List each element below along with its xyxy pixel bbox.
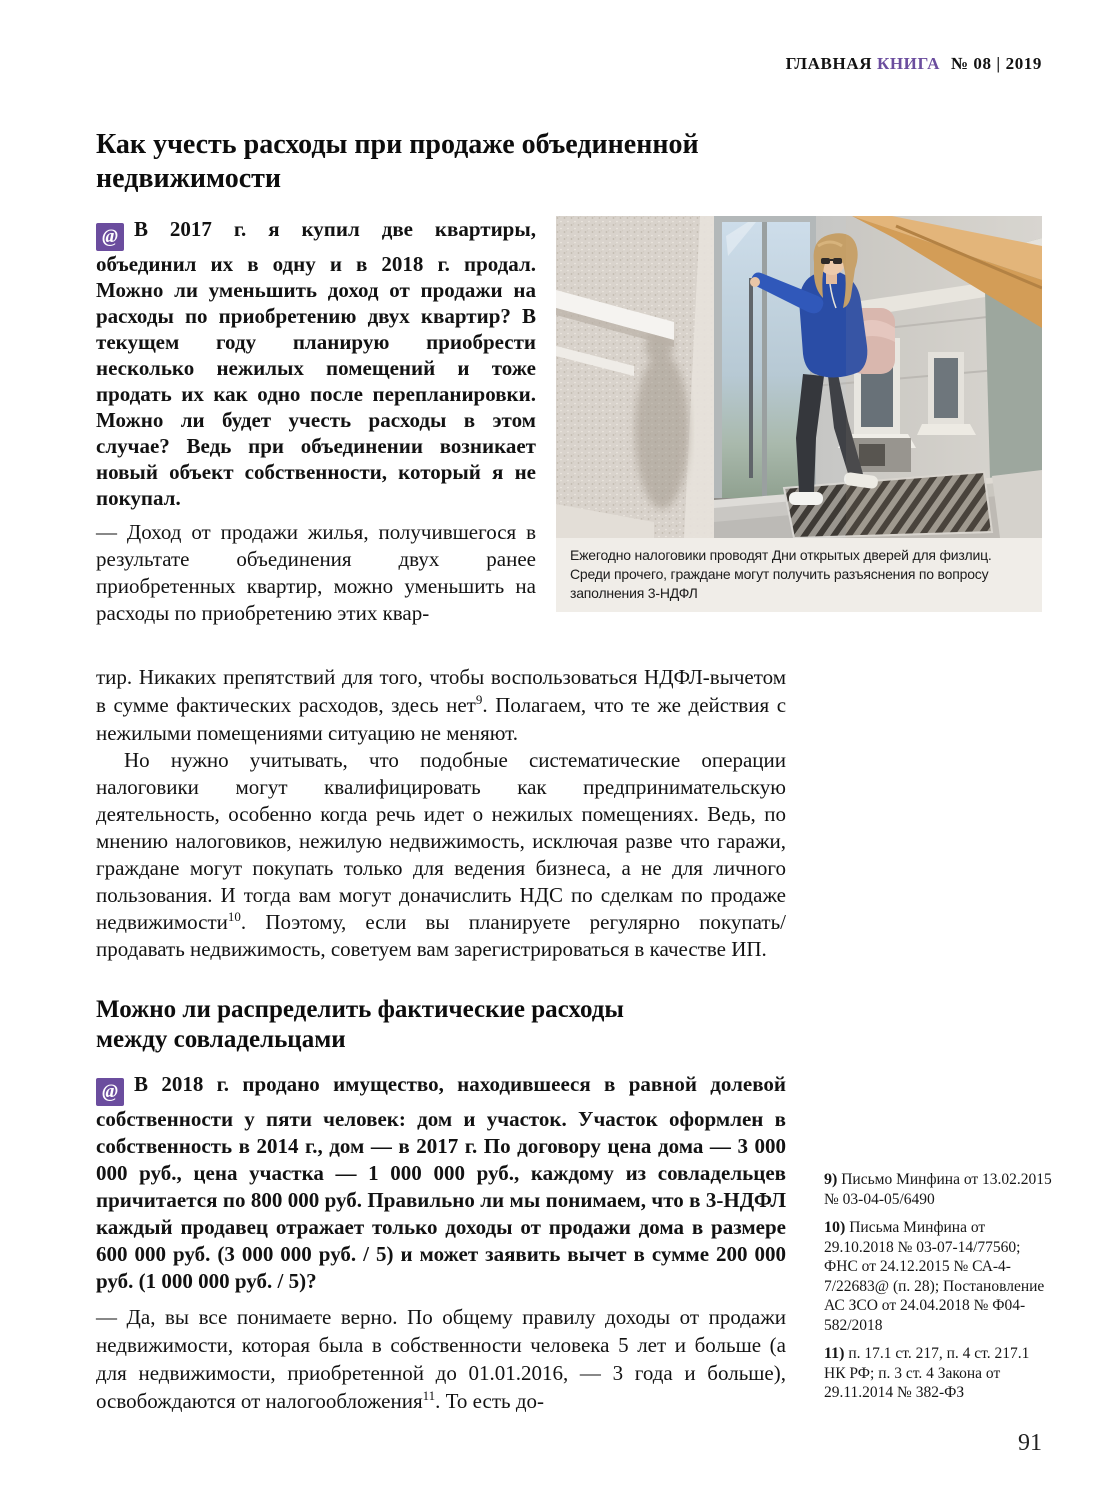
article2-answer [96,1303,786,1415]
article-photo-block [556,216,1042,612]
article2-question-text: В 2018 г. продано имущество, находившееся в равной долевой собственности у пяти человек: дом и участок. Участок оформлен в собственность в 2014 г., дом — в 2017 г. По договору цена дома — 3 000 000 руб., цена участка — 1 000 000 руб., каждому из совладельцев причитается по 800 000 руб. Правильно ли мы понимаем, что в 3-НДФЛ каждый продавец отражает только доходы от продажи дома в размере 600 000 руб. (3 000 000 руб. / 5) и может заявить вычет в сумме 200 000 руб. (1 000 000 руб. / 5)? [96,1072,786,1293]
article2-answer-text: — Да, вы все понимаете верно. По общему правилу доходы от продажи недвижимости, которая была в собственности человека 5 лет и больше (а для недвижимости, приобретенной до 01.01.2016, — 3 года и больше), освобождаются от налогообложения [96,1305,786,1413]
footnote-ref-11: 11 [422,1388,436,1403]
paragraph2-text: Но нужно учитывать, что подобные систематические операции налоговики могут квалифицировать как предпринимательскую деятельность, особенно когда речь идет о нежилых помещениях. Ведь, по мнению налоговиков, нежилую недвижимость, исключая разве что гаражи, граждане могут покупать только для ведения бизнеса, а не для личного пользования. И тогда вам могут доначислить НДС по сделкам по продаже недвижимости [96,748,786,934]
article2-question [96,1071,786,1295]
article1-title: Как учесть расходы при продаже объединенной недвижимости [96,129,699,194]
magazine-name-purple: КНИГА [876,54,940,73]
article1-paragraph2 [96,747,786,963]
magazine-name-black: ГЛАВНАЯ [785,54,873,73]
paragraph2-text2: . Поэтому, если вы планируете регулярно покупать/продавать недвижимость, советуем вам зарегистрироваться в качестве ИП. [96,910,786,961]
article1-answer-narrow: — Доход от продажи жилья, получившегося в результате объединения двух ранее приобретенных квартир, можно уменьшить на расходы по приобретению этих квар- [96,520,536,625]
question-column [96,216,536,627]
footnote-9-text: Письмо Минфина от 13.02.2015 № 03-04-05/6490 [824,1171,1052,1208]
article2-title: Можно ли распределить фактические расходы между совладельцами [96,996,624,1053]
footnote-11-text: п. 17.1 ст. 217, п. 4 ст. 217.1 НК РФ; п. 3 ст. 4 Закона от 29.11.2014 № 382-ФЗ [824,1345,1030,1401]
answer-wide-text2: . Полагаем, что те же действия с нежилыми помещениями ситуацию не меняют. [96,693,787,745]
answer-wide-text: тир. Никаких препятствий для того, чтобы воспользоваться НДФЛ-вычетом в сумме фактических расходов, здесь нет [96,665,786,717]
footnote-9-number: 9) [824,1171,838,1188]
article1-answer-wide [96,663,786,747]
running-header [786,54,1042,74]
article1-question-text: В 2017 г. я купил две квартиры, объединил их в одну и в 2018 г. продал. Можно ли уменьшить доход от продажи на расходы по приобретению двух квартир? В текущем году планирую приобрести несколько нежилых помещений и тоже продать их как одно после перепланировки. Можно ли будет учесть расходы в этом случае? Ведь при объединении возникает новый объект собственности, который я не покупал. [96,217,536,510]
article-photo-illustration [556,216,1042,538]
article2-answer-text2: . То есть до- [435,1389,545,1413]
reader-question-icon: @ [96,223,124,251]
footnotes-sidebar [824,1170,1054,1412]
issue-number: № 08 | 2019 [950,54,1042,73]
footnote-11 [824,1344,1054,1403]
page-number: 91 [1018,1430,1042,1456]
footnote-10 [824,1218,1054,1335]
reader-question-icon-2: @ [96,1078,124,1106]
footnote-10-number: 10) [824,1219,846,1236]
footnote-10-text: Письма Минфина от 29.10.2018 № 03-07-14/77560; ФНС от 24.12.2015 № СА-4-7/22683@ (п. 28); Постановление АС ЗСО от 24.04.2018 № Ф04-582/2018 [824,1219,1045,1334]
footnote-11-number: 11) [824,1345,845,1362]
footnote-ref-10: 10 [227,909,241,924]
article1-question [96,216,536,511]
footnote-ref-9: 9 [475,692,483,707]
photo-caption: Ежегодно налоговики проводят Дни открытых дверей для физлиц. Среди прочего, граждане могут получить разъяснения по вопросу заполнения 3-НДФЛ [556,538,1042,612]
question-photo-row [96,216,1042,627]
footnote-9 [824,1170,1054,1209]
